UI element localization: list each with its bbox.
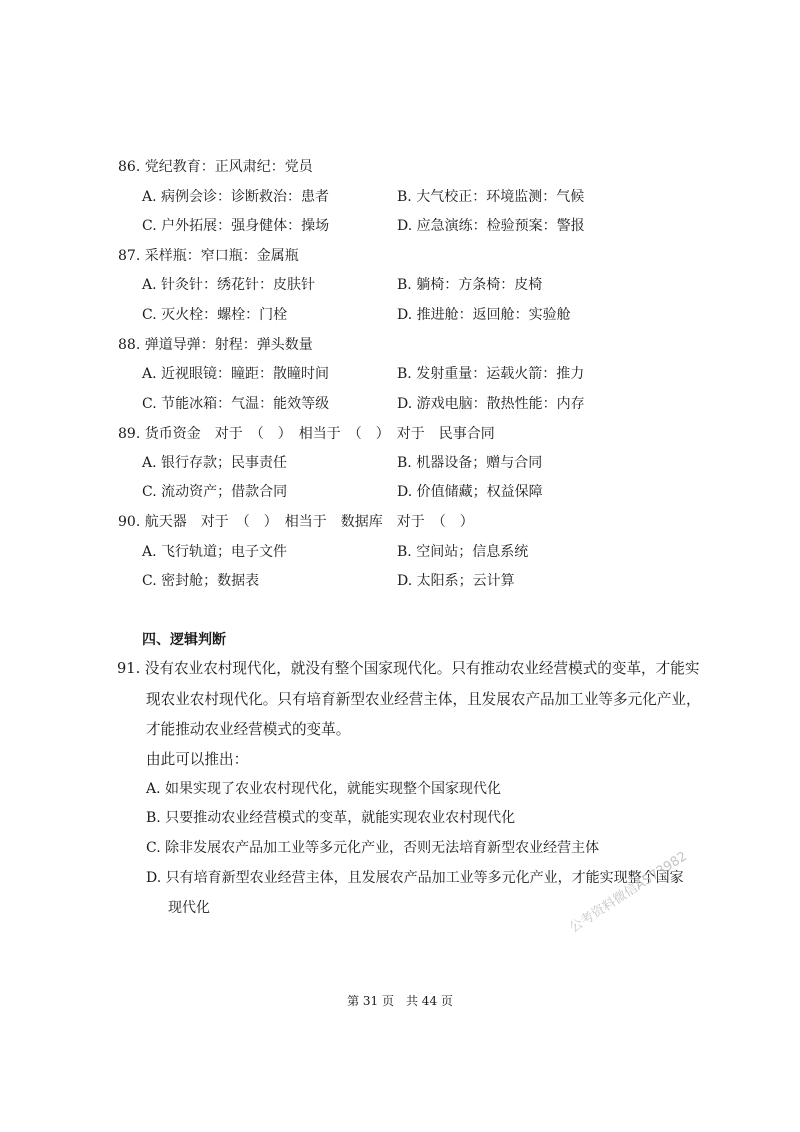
question-91-stem-line-2: 现农业农村现代化。只有培育新型农业经营主体，且发展农产品加工业等多元化产业， — [146, 691, 701, 708]
question-91-stem-line-1: 91. 没有农业农村现代化，就没有整个国家现代化。只有推动农业经营模式的变革，才能实 — [117, 660, 700, 677]
question-87-option-d: D. 推进舱：返回舱：实验舱 — [397, 307, 571, 323]
question-91-option-d: D. 只有培育新型农业经营主体，且发展农产品加工业等多元化产业，才能实现整个国家 — [146, 870, 684, 886]
question-91-option-a: A. 如果实现了农业农村现代化，就能实现整个国家现代化 — [146, 781, 502, 797]
question-88-option-b: B. 发射重量：运载火箭：推力 — [397, 366, 585, 382]
question-89-option-a: A. 银行存款；民事责任 — [142, 455, 288, 471]
question-89-stem: 89. 货币资金 对于 （ ） 相当于 （ ） 对于 民事合同 — [118, 426, 495, 442]
question-89-option-d: D. 价值储藏；权益保障 — [397, 484, 543, 500]
question-86-option-c: C. 户外拓展：强身健体：操场 — [142, 218, 330, 234]
section-title: 四、逻辑判断 — [142, 632, 226, 648]
question-87-option-b: B. 躺椅：方条椅：皮椅 — [397, 277, 543, 293]
question-90-option-d: D. 太阳系；云计算 — [397, 573, 515, 589]
question-91-option-c: C. 除非发展农产品加工业等多元化产业，否则无法培育新型农业经营主体 — [146, 840, 600, 856]
question-87-option-c: C. 灭火栓：螺栓：门栓 — [142, 307, 288, 323]
question-86-option-a: A. 病例会诊：诊断救治：患者 — [142, 189, 330, 205]
question-88-stem: 88. 弹道导弹：射程：弹头数量 — [118, 337, 313, 353]
question-91-option-b: B. 只要推动农业经营模式的变革，就能实现农业农村现代化 — [146, 810, 516, 826]
question-89-option-b: B. 机器设备；赠与合同 — [397, 455, 543, 471]
watermark: 公考资料微信AS73982 — [567, 849, 690, 936]
question-90-option-b: B. 空间站；信息系统 — [397, 544, 529, 560]
question-89-option-c: C. 流动资产；借款合同 — [142, 484, 288, 500]
question-88-option-a: A. 近视眼镜：瞳距：散瞳时间 — [142, 366, 330, 382]
question-90-option-a: A. 飞行轨道；电子文件 — [142, 544, 288, 560]
question-87-option-a: A. 针灸针：绣花针：皮肤针 — [142, 277, 316, 293]
page-footer: 第 31 页 共 44 页 — [347, 994, 453, 1008]
question-91-option-d-continuation: 现代化 — [168, 900, 210, 916]
question-86-option-b: B. 大气校正：环境监测：气候 — [397, 189, 585, 205]
question-86-option-d: D. 应急演练：检验预案：警报 — [397, 218, 585, 234]
question-88-option-c: C. 节能冰箱：气温：能效等级 — [142, 396, 330, 412]
question-91-stem-line-3: 才能推动农业经营模式的变革。 — [146, 721, 351, 738]
question-86-stem: 86. 党纪教育：正风肃纪：党员 — [118, 159, 313, 175]
question-90-option-c: C. 密封舱；数据表 — [142, 573, 260, 589]
question-90-stem: 90. 航天器 对于 （ ） 相当于 数据库 对于 （ ） — [118, 514, 474, 530]
question-91-prompt: 由此可以推出： — [146, 751, 249, 768]
question-87-stem: 87. 采样瓶：窄口瓶：金属瓶 — [118, 248, 299, 264]
question-88-option-d: D. 游戏电脑：散热性能：内存 — [397, 396, 585, 412]
